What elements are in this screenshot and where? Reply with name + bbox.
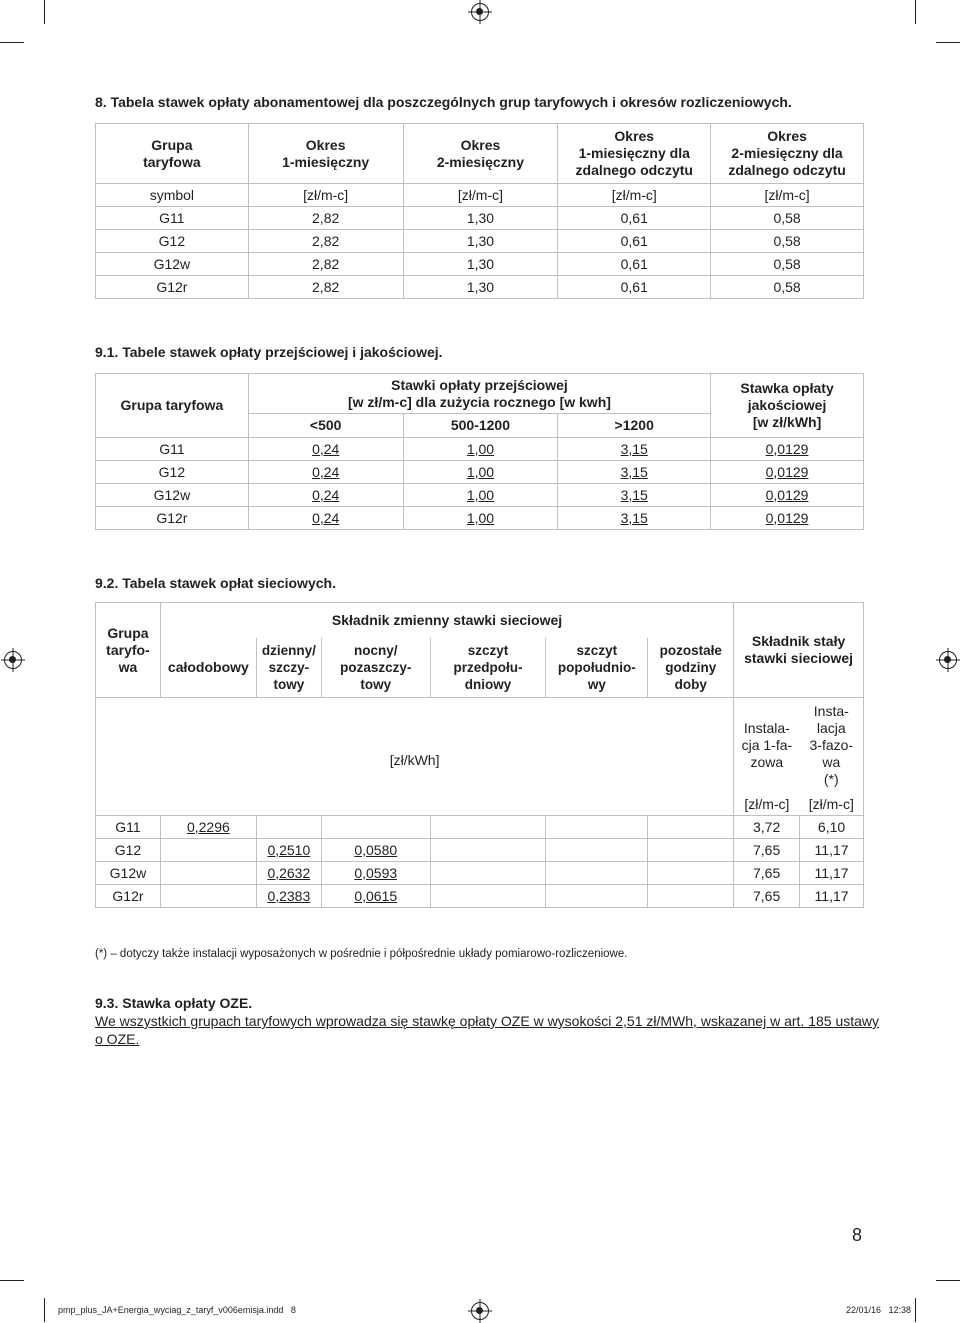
table-row: G12 0,2510 0,0580 7,65 11,17 [96,839,864,862]
section-9-3-title: 9.3. Stawka opłaty OZE. [95,995,253,1011]
header-cell: Okres 2-miesięczny dla zdalnego odczytu [711,124,864,184]
crop-mark [936,1280,960,1281]
header-cell: Grupa taryfowa [96,124,249,184]
table-row: G12w 0,24 1,00 3,15 0,0129 [96,484,864,507]
units-row [96,184,864,207]
registration-mark-icon [4,651,22,669]
header-cell: Okres 2-miesięczny [403,124,558,184]
network-fee-table [95,602,864,908]
oze-text-line-1: We wszystkich grupach taryfowych wprowadza się stawkę opłaty OZE w wysokości 2,51 zł/MWh, wskazanej w art. 185 ustawy [95,1013,880,1029]
table-header-row [96,603,864,638]
footnote: (*) – dotyczy także instalacji wyposażonych w pośrednie i półpośrednie układy pomiarowo-rozliczeniowe. [95,948,628,960]
install-row [96,698,864,794]
registration-mark-icon [471,3,489,21]
crop-mark [0,42,24,43]
page-number: 8 [852,1225,863,1245]
header-cell: Okres 1-miesięczny [248,124,403,184]
registration-mark-icon [471,1302,489,1320]
zone-header: dzienny/ szczy- towy [256,638,321,698]
table-row: G11 2,82 1,30 0,61 0,58 [96,207,864,230]
header-cell: Okres 1-miesięczny dla zdalnego odczytu [558,124,711,184]
table-row: G12r 0,2383 0,0615 7,65 11,17 [96,885,864,908]
table-row: G12r 0,24 1,00 3,15 0,0129 [96,507,864,530]
zone-header: szczyt przedpołu- dniowy [430,638,546,698]
table-cell: [zł/m-c] [248,184,403,207]
crop-mark [44,0,45,24]
table-row: G11 0,2296 3,72 6,10 [96,816,864,839]
slug-filename: pmp_plus_JA+Energia_wyciag_z_taryf_v006emisja.indd 8 [58,1305,296,1315]
table-row: G12r 2,82 1,30 0,61 0,58 [96,276,864,299]
section-8-title: 8. Tabela stawek opłaty abonamentowej dla poszczególnych grup taryfowych i okresów rozliczeniowych. [95,94,792,110]
table-header-row [96,124,864,184]
table-header-row [96,374,864,414]
table-cell: symbol [96,184,249,207]
group-header: Grupa taryfo- wa [96,603,161,698]
table-row: G12w 0,2632 0,0593 7,65 11,17 [96,862,864,885]
table-cell: [zł/m-c] [711,184,864,207]
transit-fee-header: Stawki opłaty przejściowej [w zł/m-c] dla zużycia rocznego [w kwh] [248,374,710,414]
install-1-phase: Instala- cja 1-fa- zowa [734,698,800,794]
transit-quality-fee-table [95,373,864,530]
table-row: G11 0,24 1,00 3,15 0,0129 [96,438,864,461]
table-cell: [zł/m-c] [403,184,558,207]
install-3-phase: Insta- lacja 3-fazo- wa (*) [800,698,864,794]
fixed-component-header: Składnik stały stawki sieciowej [734,603,864,698]
variable-unit: [zł/kWh] [96,698,734,816]
section-9-1-title: 9.1. Tabele stawek opłaty przejściowej i jakościowej. [95,344,443,360]
table-cell: [zł/m-c] [558,184,711,207]
quality-fee-header: Stawka opłaty jakościowej [w zł/kWh] [711,374,864,438]
ranges-row: <500 500-1200 >1200 [96,414,864,438]
registration-mark-icon [939,651,957,669]
fixed-units-row: [zł/m-c] [zł/m-c] [96,794,864,816]
table-row: G12 2,82 1,30 0,61 0,58 [96,230,864,253]
zone-header: szczyt popołudnio- wy [546,638,648,698]
zone-header: nocny/ pozaszczy- towy [321,638,430,698]
variable-component-header: Składnik zmienny stawki sieciowej [160,603,733,638]
table-row: G12w 2,82 1,30 0,61 0,58 [96,253,864,276]
crop-mark [915,0,916,24]
crop-mark [0,1280,24,1281]
section-9-2-title: 9.2. Tabela stawek opłat sieciowych. [95,575,336,591]
zone-header: całodobowy [160,638,256,698]
subscription-fee-table [95,123,864,299]
table-row: G12 0,24 1,00 3,15 0,0129 [96,461,864,484]
crop-mark [44,1298,45,1322]
oze-text-line-2: o OZE. [95,1031,140,1047]
group-header: Grupa taryfowa [96,374,249,438]
zone-header: pozostałe godziny doby [648,638,734,698]
slug-date: 22/01/16 12:38 [846,1305,912,1315]
crop-mark [915,1298,916,1322]
crop-mark [936,42,960,43]
